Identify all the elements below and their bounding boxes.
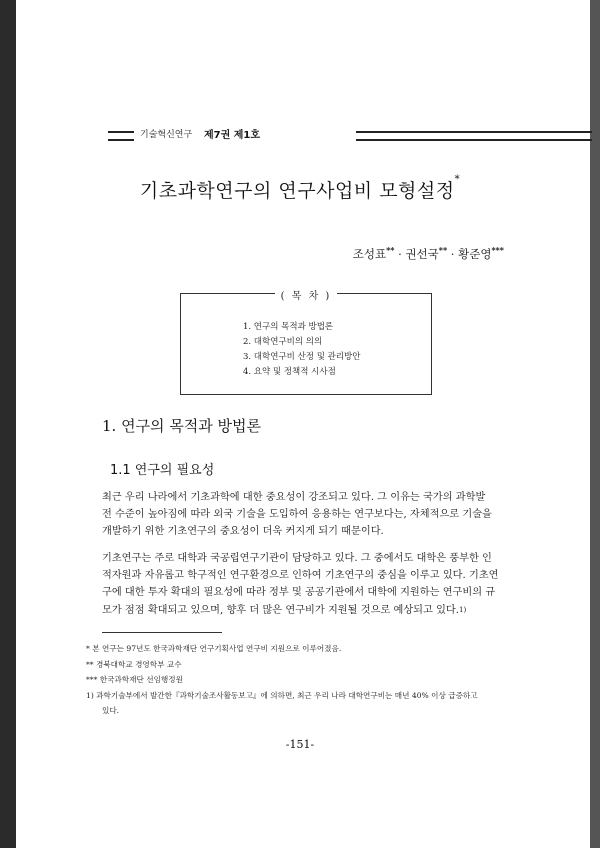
paragraph-line: 최근 우리 나라에서 기초과학에 대한 중요성이 강조되고 있다. 그 이유는 국가의 과학발 — [102, 492, 486, 503]
paper-title-text: 기초과학연구의 연구사업비 모형설정 — [139, 180, 455, 202]
footnote-reference: 1) — [459, 605, 467, 614]
running-header — [108, 127, 508, 143]
title-footnote-mark: * — [454, 174, 461, 185]
toc-item: 3. 대학연구비 산정 및 관리방안 — [243, 352, 361, 362]
scan-border-left — [0, 0, 16, 848]
author-mark: ** — [438, 245, 448, 255]
subsection-heading: 1.1 연구의 필요성 — [110, 463, 215, 478]
body-paragraph — [102, 489, 508, 541]
footnote: 1) 과학기술부에서 발간한『과학기술조사활동보고』에 의하면, 최근 우리 나라 대학연구비는 매년 40% 이상 급증하고 — [86, 690, 478, 700]
author-mark: *** — [491, 245, 504, 255]
author-separator: · — [447, 246, 459, 261]
paragraph-line: 적자원과 자유롭고 학구적인 연구환경으로 인하여 기초연구의 중심을 이루고 있다. 기초연 — [102, 570, 499, 582]
paragraph-line: 모가 점점 확대되고 있으며, 향후 더 많은 연구비가 지원될 것으로 예상되고 있다.$^{1)}$ — [102, 604, 467, 616]
toc-item: 2. 대학연구비의 의의 — [243, 337, 323, 347]
footnotes — [86, 641, 506, 719]
author-separator: · — [394, 246, 406, 261]
toc-item: 1. 연구의 목적과 방법론 — [243, 322, 334, 332]
author-name: 조성표 — [352, 246, 387, 261]
section-heading: 1. 연구의 목적과 방법론 — [102, 417, 262, 435]
header-rule-left — [108, 131, 134, 141]
body-paragraph — [102, 550, 508, 619]
footnote-continuation: 있다. — [102, 706, 120, 715]
author-list — [353, 245, 504, 262]
paragraph-line: 구에 대한 투자 확대의 필요성에 따라 정부 및 공공기관에서 대학에 지원하는 연구비의 규 — [102, 587, 496, 599]
table-of-contents — [180, 293, 432, 395]
footnote-divider — [102, 632, 222, 633]
author-mark: ** — [386, 245, 395, 255]
journal-name: 기술혁신연구 — [140, 130, 193, 140]
author-name: 황준영 — [458, 246, 492, 261]
header-rule-right — [356, 131, 592, 141]
paragraph-line: 개발하기 위한 기초연구의 중요성이 더욱 커지게 되기 때문이다. — [102, 526, 384, 538]
page-number: -151- — [285, 738, 315, 751]
footnote: * 본 연구는 97년도 한국과학재단 연구기획사업 연구비 지원으로 이루어졌음. — [86, 644, 342, 653]
footnote: ** 경북대학교 경영학부 교수 — [86, 659, 182, 669]
footnote: *** 한국과학재단 선임행정원 — [86, 675, 183, 684]
journal-volume: 제7권 제1호 — [204, 130, 261, 141]
paragraph-line: 전 수준이 높아짐에 따라 외국 기술을 도입하여 응용하는 연구보다는, 자체적으로 기술을 — [102, 509, 492, 521]
toc-list — [243, 320, 360, 380]
author-name: 권선국 — [405, 246, 439, 261]
paragraph-line: 기초연구는 주로 대학과 국공립연구기관이 담당하고 있다. 그 중에서도 대학은 풍부한 인 — [102, 553, 492, 564]
toc-item: 4. 요약 및 정책적 시사점 — [243, 367, 336, 377]
paper-title — [0, 176, 600, 203]
scan-border-right — [590, 0, 600, 848]
toc-heading: ( 목 차 ) — [181, 287, 431, 302]
